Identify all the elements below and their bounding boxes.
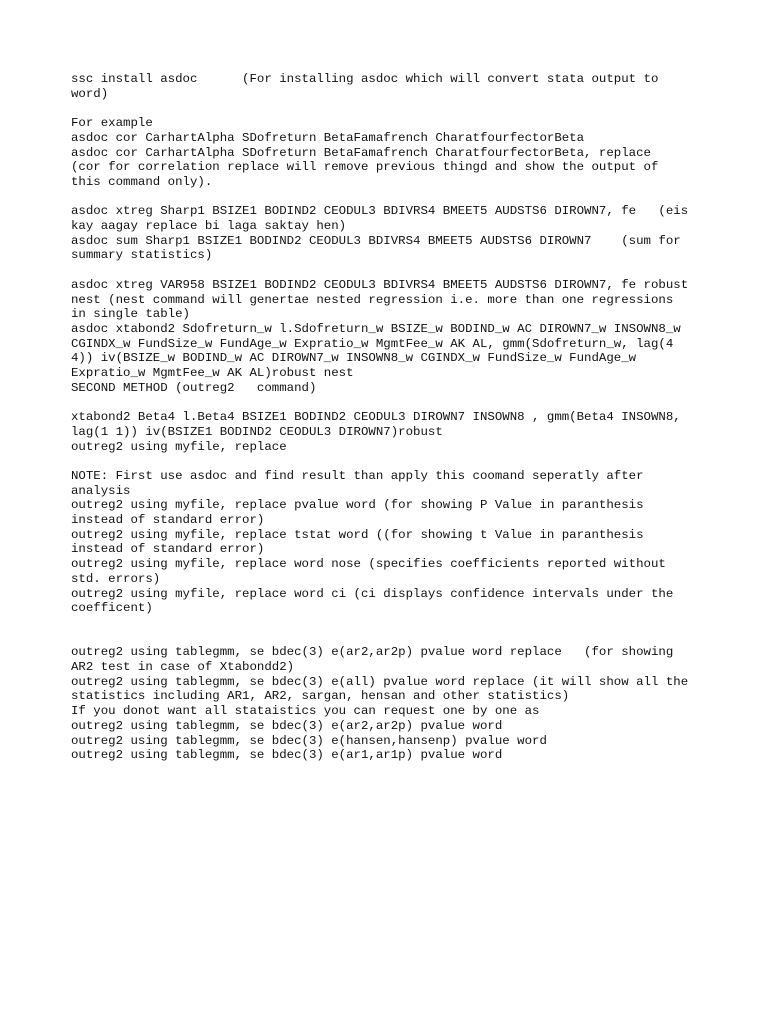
text-line: outreg2 using myfile, replace word ci (ci displays confidence intervals under the [71, 586, 674, 601]
text-line: analysis [71, 483, 131, 498]
paragraph-install [71, 72, 711, 101]
text-line: ssc install asdoc (For installing asdoc which will convert stata output to [71, 72, 659, 86]
text-line: instead of standard error) [71, 513, 265, 528]
document-page [71, 72, 711, 763]
text-line: If you donot want all stataistics you can request one by one as [71, 704, 540, 719]
paragraph-example [71, 116, 711, 190]
text-line: asdoc xtreg Sharp1 BSIZE1 BODIND2 CEODUL3 BDIVRS4 BMEET5 AUDSTS6 DIROWN7, fe (eis [71, 204, 689, 219]
text-line: kay aagay replace bi laga saktay hen) [71, 219, 347, 233]
text-line: NOTE: First use asdoc and find result than apply this coomand seperatly after [71, 468, 644, 483]
text-line: AR2 test in case of Xtabondd2) [71, 660, 295, 675]
paragraph-tablegmm [71, 645, 711, 763]
text-line: outreg2 using tablegmm, se bdec(3) e(ar1,ar1p) pvalue word [71, 748, 503, 763]
text-line: std. errors) [71, 571, 161, 586]
text-line: lag(1 1)) iv(BSIZE1 BODIND2 CEODUL3 DIROWN7)robust [71, 424, 443, 439]
text-line: word) [71, 86, 109, 101]
text-line: SECOND METHOD (outreg2 command) [71, 380, 317, 395]
text-line: coefficent) [71, 601, 153, 616]
text-line: instead of standard error) [71, 542, 265, 557]
paragraph-xtreg-nest [71, 278, 711, 396]
text-line: statistics including AR1, AR2, sargan, hensan and other statistics) [71, 689, 570, 704]
text-line: asdoc xtabond2 Sdofreturn_w l.Sdofreturn_w BSIZE_w BODIND_w AC DIROWN7_w INSOWN8_w [71, 321, 681, 336]
text-line: outreg2 using tablegmm, se bdec(3) e(hansen,hansenp) pvalue word [71, 733, 547, 748]
text-line: in single table) [71, 307, 190, 322]
text-line: asdoc xtreg VAR958 BSIZE1 BODIND2 CEODUL3 BDIVRS4 BMEET5 AUDSTS6 DIROWN7, fe robust [71, 277, 689, 292]
paragraph-xtabond2 [71, 410, 711, 454]
text-line: For example [71, 116, 153, 131]
text-line: asdoc sum Sharp1 BSIZE1 BODIND2 CEODUL3 BDIVRS4 BMEET5 AUDSTS6 DIROWN7 (sum for [71, 233, 681, 248]
text-line: nest (nest command will genertae nested regression i.e. more than one regressions [71, 292, 674, 307]
text-line: (cor for correlation replace will remove previous thingd and show the output of [71, 160, 659, 175]
text-line: this command only). [71, 174, 213, 189]
text-line: summary statistics) [71, 248, 213, 263]
text-line: outreg2 using myfile, replace pvalue word (for showing P Value in paranthesis [71, 498, 644, 513]
text-line: asdoc cor CarhartAlpha SDofreturn BetaFamafrench CharatfourfectorBeta, replace [71, 145, 651, 160]
paragraph-xtreg-sharp [71, 204, 711, 263]
text-line: Expratio_w MgmtFee_w AK AL)robust nest [71, 366, 354, 381]
text-line: CGINDX_w FundSize_w FundAge_w Expratio_w MgmtFee_w AK AL, gmm(Sdofreturn_w, lag(4 [71, 336, 674, 351]
text-line: outreg2 using myfile, replace [71, 439, 287, 454]
text-line: asdoc cor CarhartAlpha SDofreturn BetaFamafrench CharatfourfectorBeta [71, 130, 585, 145]
text-line: 4)) iv(BSIZE_w BODIND_w AC DIROWN7_w INSOWN8_w CGINDX_w FundSize_w FundAge_w [71, 351, 637, 366]
text-line: outreg2 using myfile, replace tstat word ((for showing t Value in paranthesis [71, 527, 644, 542]
text-line: outreg2 using tablegmm, se bdec(3) e(ar2,ar2p) pvalue word [71, 718, 503, 733]
text-line: xtabond2 Beta4 l.Beta4 BSIZE1 BODIND2 CEODUL3 DIROWN7 INSOWN8 , gmm(Beta4 INSOWN8, [71, 410, 681, 425]
paragraph-note [71, 469, 711, 616]
text-line: outreg2 using tablegmm, se bdec(3) e(ar2,ar2p) pvalue word replace (for showing [71, 645, 674, 660]
text-line: outreg2 using myfile, replace word nose (specifies coefficients reported without [71, 557, 666, 572]
text-line: outreg2 using tablegmm, se bdec(3) e(all) pvalue word replace (it will show all the [71, 674, 689, 689]
